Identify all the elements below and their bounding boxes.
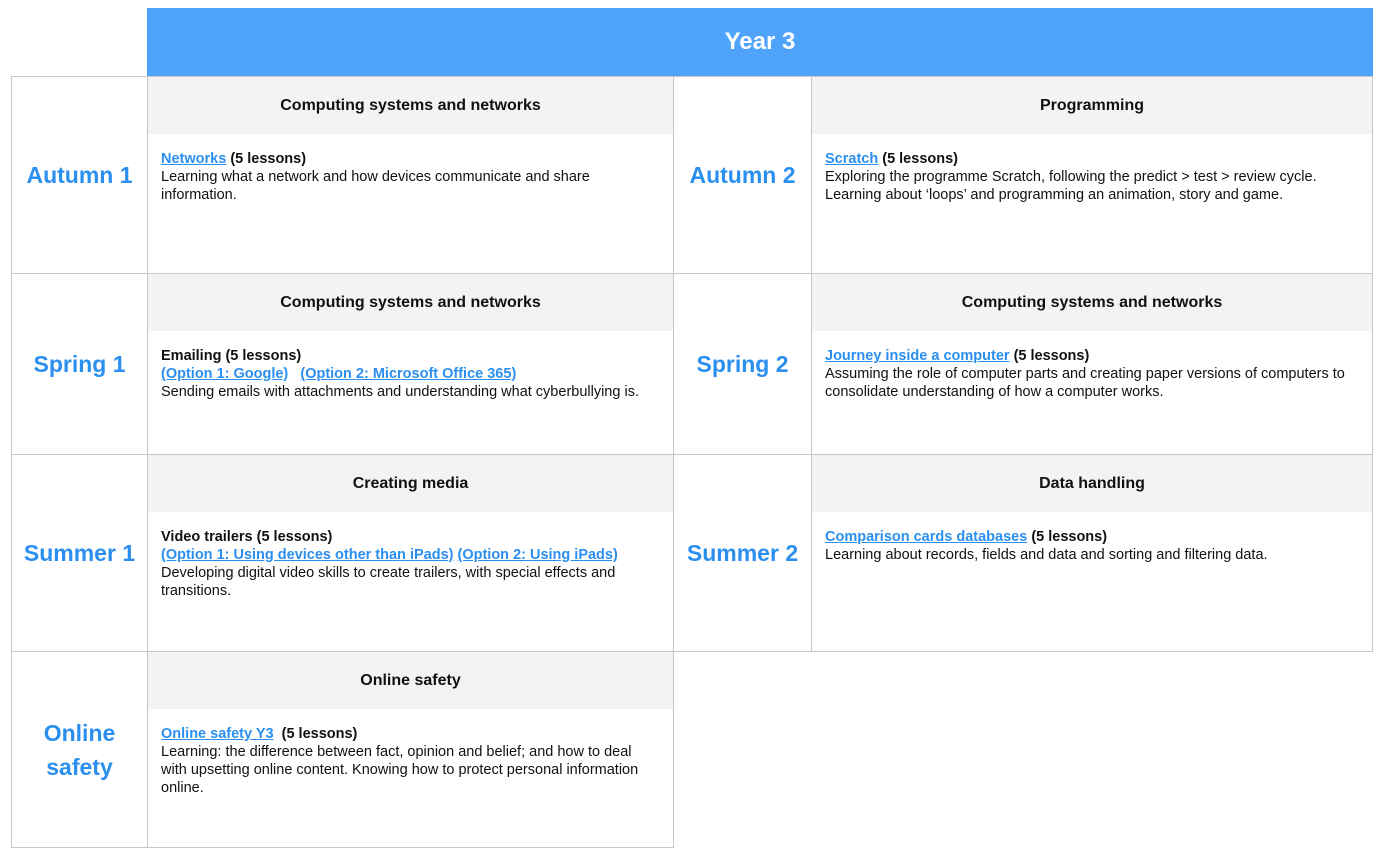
term-spring-2: Spring 2 [673,273,812,455]
unit-title: Video trailers (5 lessons) [161,529,333,545]
subject-body [812,331,1372,401]
subject-body [148,709,673,797]
subject-card-autumn-2 [811,76,1373,274]
subject-heading: Computing systems and networks [812,274,1372,331]
subject-body [148,331,673,401]
subject-card-summer-1 [147,454,674,652]
unit-link-comparison-cards[interactable]: Comparison cards databases [825,529,1028,545]
term-summer-1: Summer 1 [11,454,148,652]
subject-heading: Online safety [148,652,673,709]
term-label-line2: safety [46,753,113,780]
unit-description: Developing digital video skills to create trailers, with special effects and transitions. [161,565,616,599]
lesson-count: (5 lessons) [281,726,358,742]
unit-description: Assuming the role of computer parts and creating paper versions of computers to consolidate understanding of how a computer works. [825,366,1345,400]
term-spring-1: Spring 1 [11,273,148,455]
unit-link-journey-inside-computer[interactable]: Journey inside a computer [825,348,1010,364]
term-online-safety [11,651,148,848]
unit-title: Emailing (5 lessons) [161,348,302,364]
term-autumn-2: Autumn 2 [673,76,812,274]
subject-body [812,512,1372,564]
lesson-count: (5 lessons) [1013,348,1090,364]
option-link-google[interactable]: (Option 1: Google) [161,366,289,382]
unit-link-networks[interactable]: Networks [161,151,227,167]
option-link-other-devices[interactable]: (Option 1: Using devices other than iPads) [161,547,454,563]
subject-card-spring-1 [147,273,674,455]
term-label-line1: Online [43,719,116,746]
term-autumn-1: Autumn 1 [11,76,148,274]
unit-description: Learning: the difference between fact, opinion and belief; and how to deal with upsetting online content. Knowing how to protect personal information online. [161,744,639,796]
unit-link-scratch[interactable]: Scratch [825,151,879,167]
subject-card-summer-2 [811,454,1373,652]
subject-card-spring-2 [811,273,1373,455]
option-link-office-365[interactable]: (Option 2: Microsoft Office 365) [300,366,517,382]
year-title: Year 3 [147,8,1373,76]
unit-description: Learning what a network and how devices communicate and share information. [161,169,590,203]
subject-body [148,134,673,204]
unit-description: Exploring the programme Scratch, following the predict > test > review cycle. Learning about ‘loops’ and programming an animation, story and game. [825,169,1317,203]
option-link-ipads[interactable]: (Option 2: Using iPads) [457,547,618,563]
subject-body [148,512,673,600]
lesson-count: (5 lessons) [230,151,307,167]
subject-heading: Programming [812,77,1372,134]
unit-description: Sending emails with attachments and understanding what cyberbullying is. [161,384,639,400]
subject-body [812,134,1372,204]
subject-heading: Computing systems and networks [148,77,673,134]
subject-heading: Creating media [148,455,673,512]
subject-card-online-safety [147,651,674,848]
lesson-count: (5 lessons) [882,151,958,167]
term-summer-2: Summer 2 [673,454,812,652]
subject-card-autumn-1 [147,76,674,274]
unit-description: Learning about records, fields and data and sorting and filtering data. [825,547,1268,563]
lesson-count: (5 lessons) [1031,529,1108,545]
subject-heading: Computing systems and networks [148,274,673,331]
unit-link-online-safety-y3[interactable]: Online safety Y3 [161,726,274,742]
subject-heading: Data handling [812,455,1372,512]
